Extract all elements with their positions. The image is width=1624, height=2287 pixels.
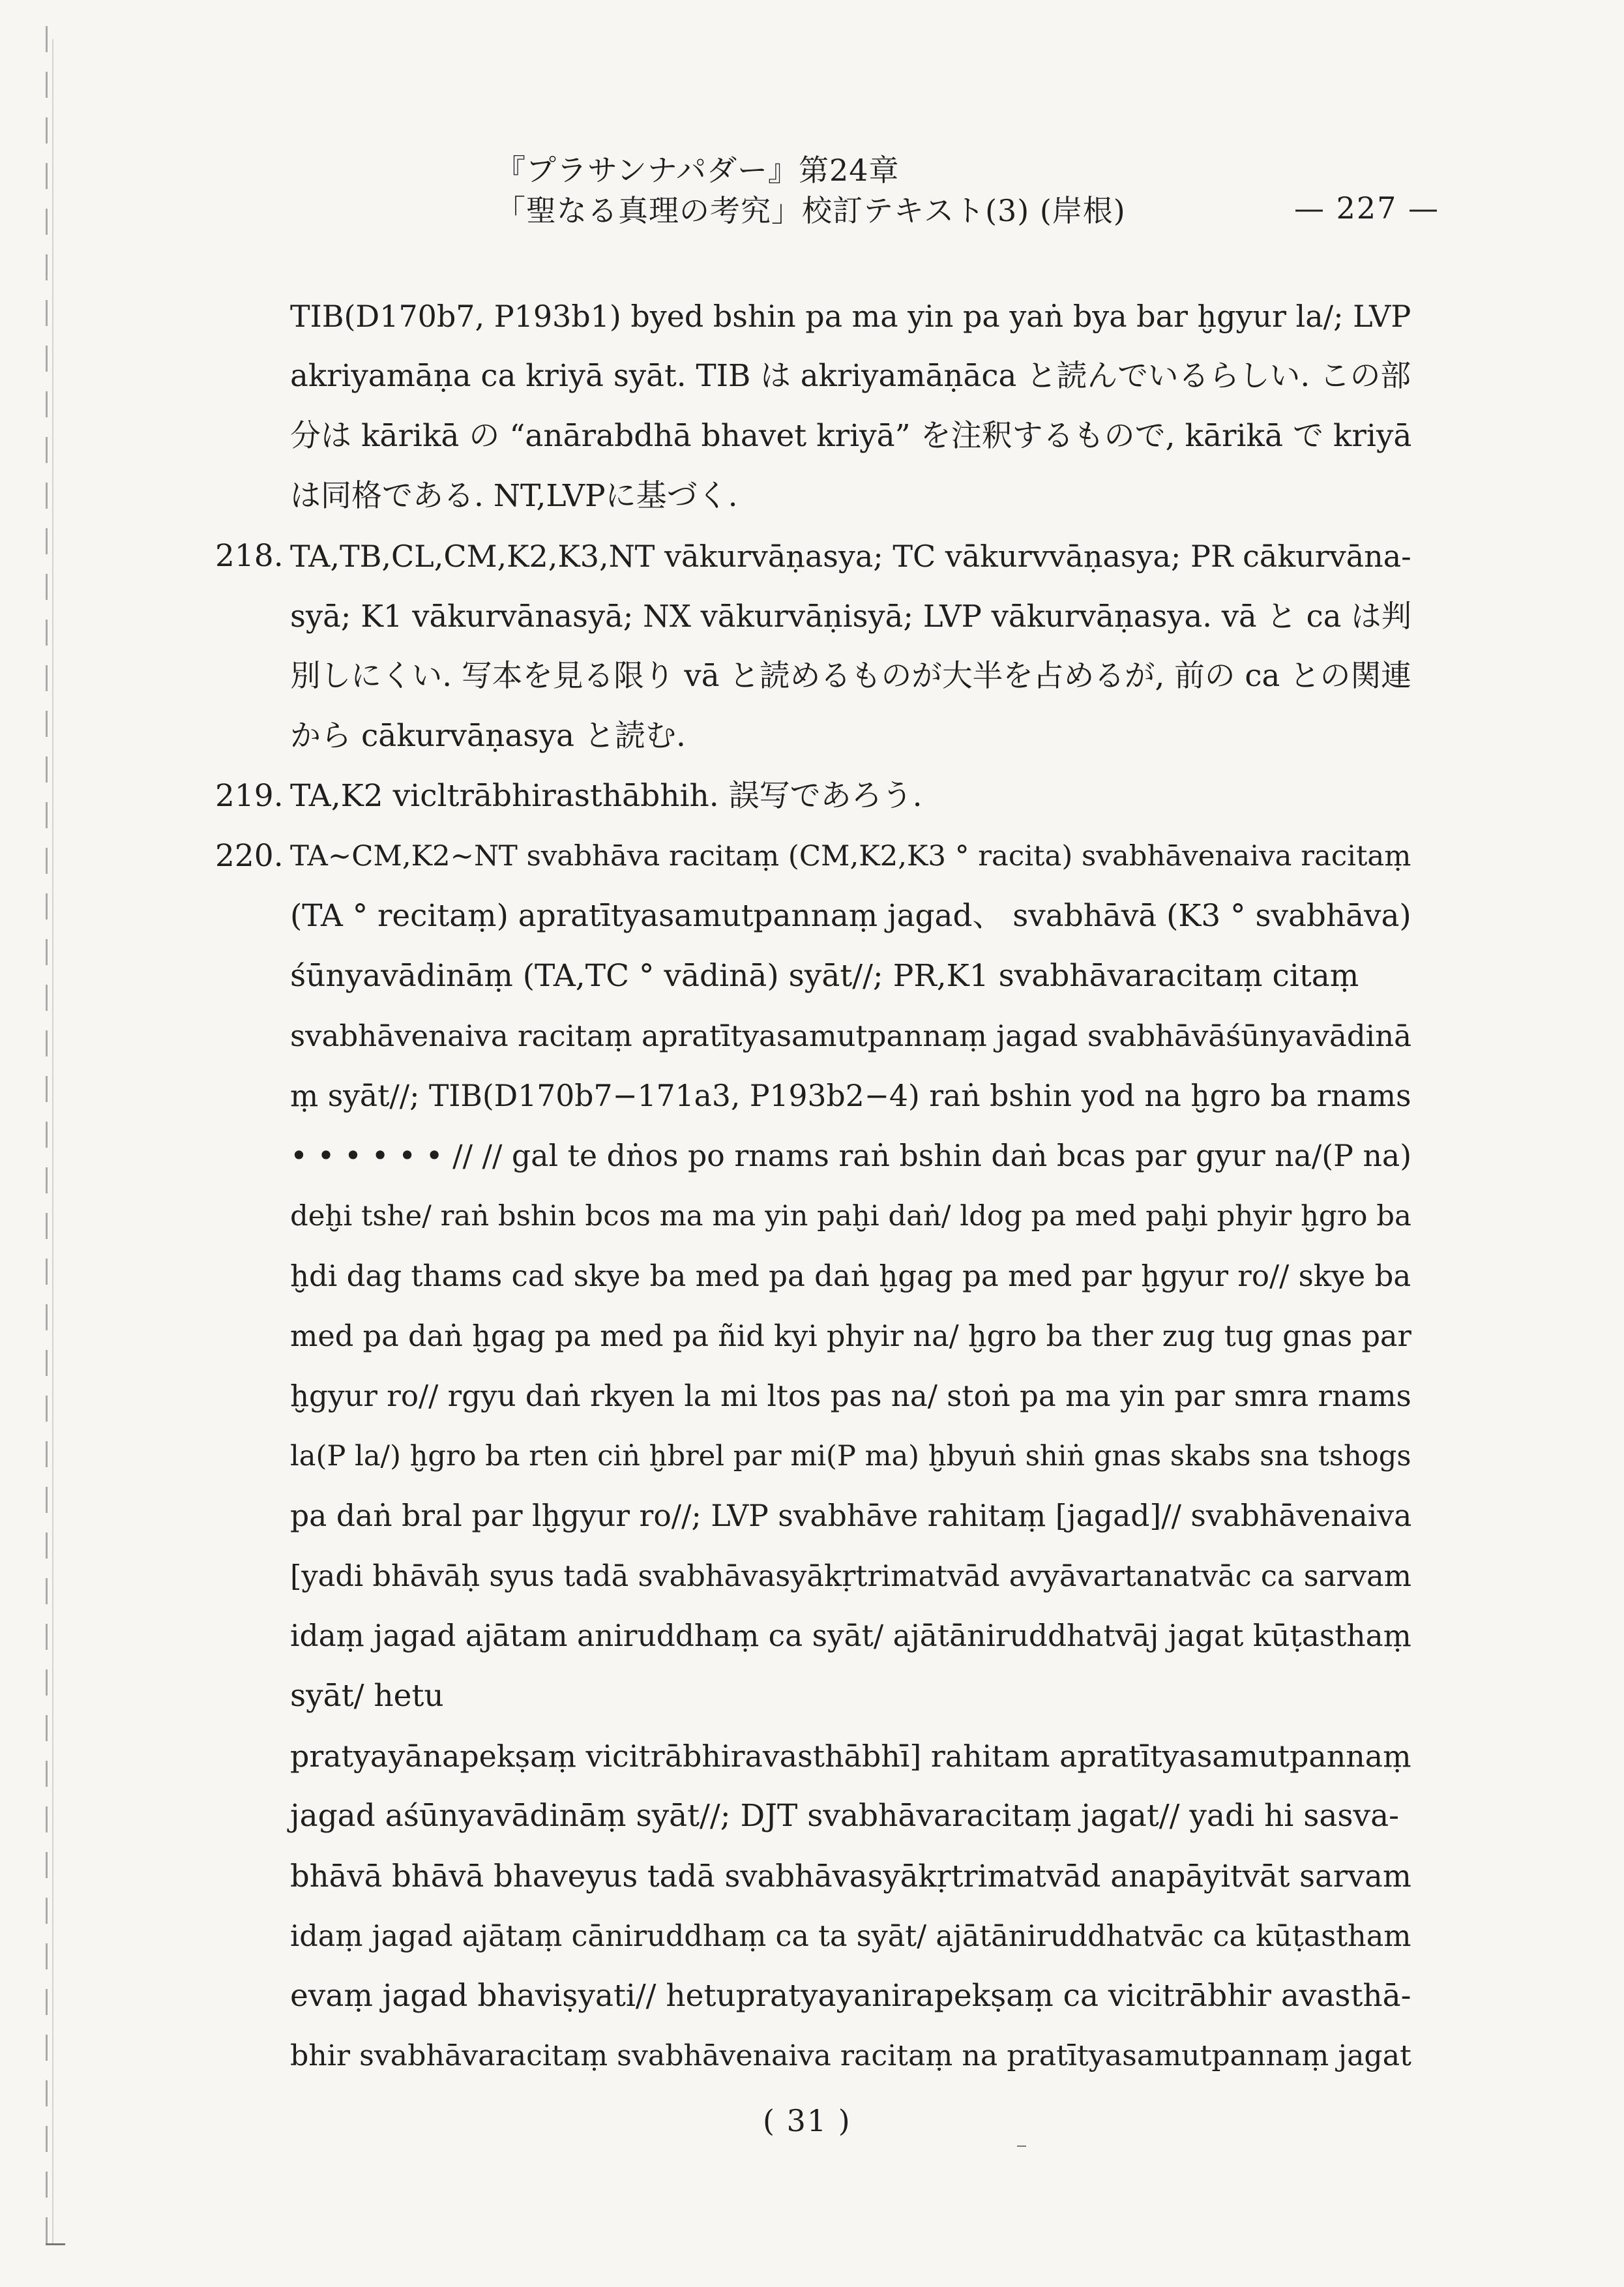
note-line: TA∼CM,K2∼NT svabhāva racitaṃ (CM,K2,K3 ° racita) svabhāvenaiva racitaṃ [290, 840, 1411, 873]
note-line: śūnyavādināṃ (TA,TC ° vādinā) syāt//; PR,K1 svabhāvaracitaṃ citaṃ [290, 958, 1359, 994]
note-line: [yadi bhāvāḥ syus tadā svabhāvasyākṛtrimatvād avyāvartanatvāc ca sarvam [290, 1559, 1411, 1593]
note-line: syāt/ hetu [290, 1678, 444, 1714]
note-line: (TA ° recitaṃ) apratītyasamutpannaṃ jagad、 svabhāvā (K3 ° svabhāva) [290, 899, 1411, 934]
footer-page-label: ( 31 ) [763, 2103, 851, 2138]
note-line: ḫdi dag thams cad skye ba med pa daṅ ḫgag pa med par ḫgyur ro// skye ba [290, 1259, 1411, 1293]
corner-mark [46, 2243, 65, 2245]
note-number: 218. [215, 538, 284, 574]
note-line: pa daṅ bral par lḫgyur ro//; LVP svabhāve rahitaṃ [jagad]// svabhāvenaiva [290, 1499, 1412, 1533]
note-line: 別しにくい. 写本を見る限り vā と読めるものが大半を占めるが, 前の ca との関連 [290, 659, 1411, 694]
binding-edge [52, 39, 53, 2243]
note-line: 分は kārikā の “anārabdhā bhavet kriyā” を注釈するもので, kārikā で kriyā [290, 418, 1412, 454]
note-line: syā; K1 vākurvānasyā; NX vākurvāṇisyā; LVP vākurvāṇasya. vā と ca は判 [290, 599, 1412, 634]
note-line: idaṃ jagad ajātaṃ cāniruddhaṃ ca ta syāt/ ajātāniruddhatvāc ca kūṭastham [290, 1919, 1411, 1953]
note-line: TIB(D170b7, P193b1) byed bshin pa ma yin pa yaṅ bya bar ḫgyur la/; LVP [290, 299, 1411, 334]
note-line: evaṃ jagad bhaviṣyati// hetupratyayanirapekṣaṃ ca vicitrābhir avasthā- [290, 1978, 1411, 2014]
note-line: から cākurvāṇasya と読む. [290, 718, 686, 754]
note-line: akriyamāṇa ca kriyā syāt. TIB は akriyamāṇāca と読んでいるらしい. この部 [290, 359, 1411, 394]
note-line: • • • • • • // // gal te dṅos po rnams raṅ bshin daṅ bcas par gyur na/(P na) [290, 1139, 1412, 1173]
note-line: la(P la/) ḫgro ba rten ciṅ ḫbrel par mi(P ma) ḫbyuṅ shiṅ gnas skabs sna tshogs [290, 1440, 1411, 1472]
note-number: 219. [215, 778, 284, 814]
note-line: bhir svabhāvaracitaṃ svabhāvenaiva racitaṃ na pratītyasamutpannaṃ jagat [290, 2039, 1411, 2072]
note-line: TA,K2 vicltrābhirasthābhih. 誤写であろう. [290, 778, 923, 814]
note-number: 220. [215, 838, 284, 874]
note-line: は同格である. NT,LVPに基づく. [290, 478, 738, 514]
note-line: ṃ syāt//; TIB(D170b7−171a3, P193b2−4) raṅ bshin yod na ḫgro ba rnams [290, 1079, 1411, 1113]
note-line: jagad aśūnyavādināṃ syāt//; DJT svabhāvaracitaṃ jagat// yadi hi sasva- [290, 1798, 1399, 1834]
note-line: bhāvā bhāvā bhaveyus tadā svabhāvasyākṛtrimatvād anapāyitvāt sarvam [290, 1859, 1411, 1894]
note-line: med pa daṅ ḫgag pa med pa ñid kyi phyir na/ ḫgro ba ther zug tug gnas par [290, 1319, 1411, 1353]
header-subtitle: 「聖なる真理の考究」校訂テキスト(3) (岸根) [495, 193, 1126, 228]
footer-mark [1017, 2145, 1026, 2147]
page-number: — 227 — [1294, 190, 1440, 226]
note-line: deḫi tshe/ raṅ bshin bcos ma ma yin paḫi daṅ/ ldog pa med paḫi phyir ḫgro ba [290, 1200, 1411, 1233]
note-line: TA,TB,CL,CM,K2,K3,NT vākurvāṇasya; TC vākurvvāṇasya; PR cākurvāna- [290, 539, 1411, 574]
binding-line [46, 26, 48, 2256]
note-line: ḫgyur ro// rgyu daṅ rkyen la mi ltos pas na/ stoṅ pa ma yin par smra rnams [290, 1379, 1411, 1413]
header-title: 『プラサンナパダー』第24章 [495, 153, 900, 188]
note-line: idaṃ jagad ajātam aniruddhaṃ ca syāt/ ajātāniruddhatvāj jagat kūṭasthaṃ [290, 1619, 1411, 1653]
note-line: svabhāvenaiva racitaṃ apratītyasamutpannaṃ jagad svabhāvāśūnyavādinā [290, 1019, 1411, 1053]
running-header [495, 150, 1126, 231]
note-line: pratyayānapekṣaṃ vicitrābhiravasthābhī] rahitam apratītyasamutpannaṃ [290, 1739, 1411, 1774]
